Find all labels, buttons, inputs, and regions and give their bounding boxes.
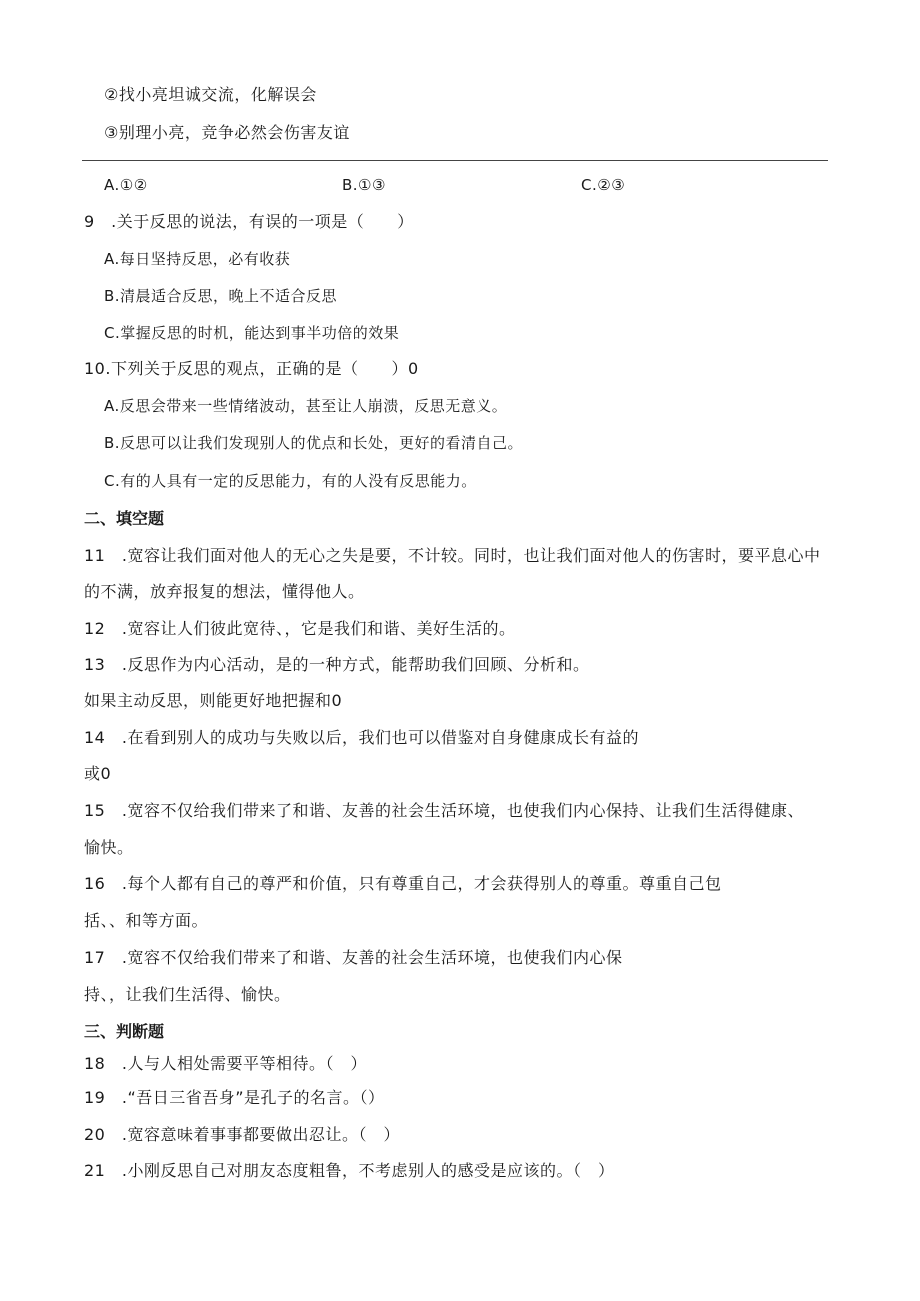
q21: 21 .小刚反思自己对朋友态度粗鲁，不考虑别人的感受是应该的。（ ）: [84, 1161, 615, 1180]
q13-line-2: 如果主动反思，则能更好地把握和0: [84, 691, 343, 710]
q10-choice-b: B.反思可以让我们发现别人的优点和长处，更好的看清自己。: [104, 434, 524, 452]
section-2-heading: 二、填空题: [84, 509, 165, 528]
q15-line-2: 愉快。: [84, 838, 134, 857]
section-3-heading: 三、判断题: [84, 1022, 165, 1041]
q17-line-2: 持、，让我们生活得、愉快。: [84, 985, 291, 1004]
q8-choice-b: B.①③: [342, 176, 386, 194]
q14-line-2: 或0: [84, 764, 112, 783]
q10-choice-c: C.有的人具有一定的反思能力，有的人没有反思能力。: [104, 472, 477, 490]
q19: 19 .“吾日三省吾身”是孔子的名言。（）: [84, 1088, 385, 1107]
q10-stem: 10.下列关于反思的观点，正确的是（ ）0: [84, 359, 419, 378]
q17-line-1: 17 .宽容不仅给我们带来了和谐、友善的社会生活环境，也使我们内心保: [84, 948, 623, 967]
q16-line-2: 括、、和等方面。: [84, 911, 209, 930]
q14-line-1: 14 .在看到别人的成功与失败以后，我们也可以借鉴对自身健康成长有益的: [84, 728, 639, 747]
q20: 20 .宽容意味着事事都要做出忍让。（ ）: [84, 1125, 400, 1144]
divider-rule: [82, 160, 828, 161]
q12: 12 .宽容让人们彼此宽待、，它是我们和谐、美好生活的。: [84, 619, 516, 638]
q9-stem: 9 .关于反思的说法，有误的一项是（ ）: [84, 212, 414, 231]
q10-choice-a: A.反思会带来一些情绪波动，甚至让人崩溃，反思无意义。: [104, 397, 508, 415]
q9-choice-c: C.掌握反思的时机，能达到事半功倍的效果: [104, 324, 400, 342]
q13-line-1: 13 .反思作为内心活动，是的一种方式，能帮助我们回顾、分析和。: [84, 655, 590, 674]
q9-choice-a: A.每日坚持反思，必有收获: [104, 250, 291, 268]
q8-choice-a: A.①②: [104, 176, 148, 194]
q11-line-1: 11 .宽容让我们面对他人的无心之失是要，不计较。同时，也让我们面对他人的伤害时，要平息心中: [84, 546, 821, 565]
q11-line-2: 的不满，放弃报复的想法，懂得他人。: [84, 582, 365, 601]
q8-option-item-3: ③别理小亮，竞争必然会伤害友谊: [104, 123, 350, 142]
q18: 18 .人与人相处需要平等相待。（ ）: [84, 1054, 367, 1073]
q16-line-1: 16 .每个人都有自己的尊严和价值，只有尊重自己，才会获得别人的尊重。尊重自己包: [84, 874, 722, 893]
q8-option-item-2: ②找小亮坦诚交流，化解误会: [104, 85, 317, 104]
q15-line-1: 15 .宽容不仅给我们带来了和谐、友善的社会生活环境，也使我们内心保持、让我们生活得健康、: [84, 801, 804, 820]
q9-choice-b: B.清晨适合反思，晚上不适合反思: [104, 287, 338, 305]
q8-choice-c: C.②③: [581, 176, 626, 194]
